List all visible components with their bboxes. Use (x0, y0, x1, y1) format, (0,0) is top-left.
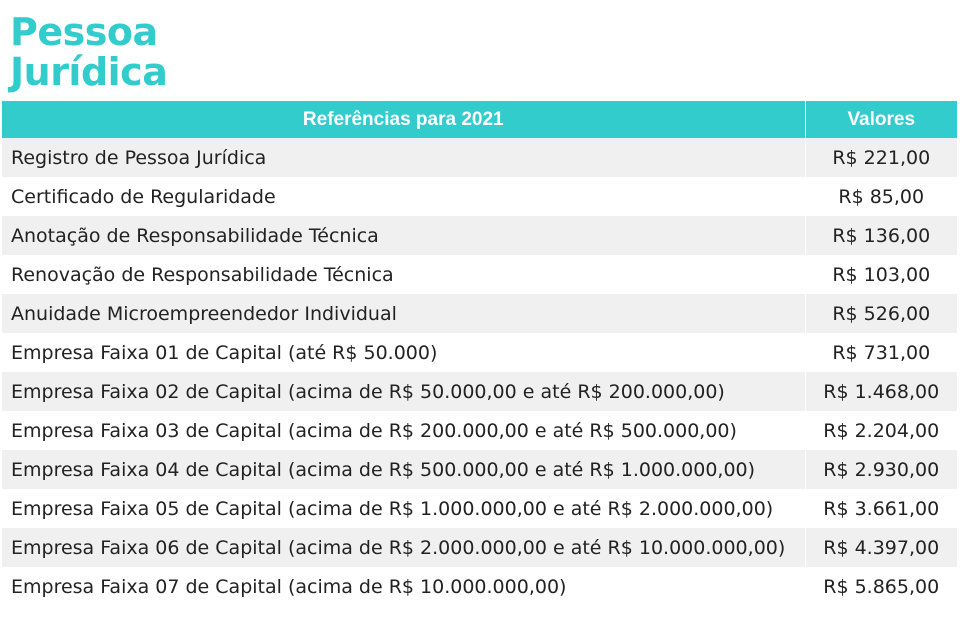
table-row (2, 528, 957, 567)
table-row (2, 450, 957, 489)
row-description: Anuidade Microempreendedor Individual (2, 294, 805, 333)
table-row (2, 177, 957, 216)
row-value: R$ 5.865,00 (805, 567, 957, 606)
table-row (2, 411, 957, 450)
row-value: R$ 103,00 (805, 255, 957, 294)
row-description: Empresa Faixa 07 de Capital (acima de R$ 10.000.000,00) (2, 567, 805, 606)
table-row (2, 489, 957, 528)
row-description: Empresa Faixa 05 de Capital (acima de R$ 1.000.000,00 e até R$ 2.000.000,00) (2, 489, 805, 528)
fees-table (2, 101, 957, 606)
row-description: Certificado de Regularidade (2, 177, 805, 216)
table-header-row (2, 101, 957, 138)
row-description: Anotação de Responsabilidade Técnica (2, 216, 805, 255)
row-value: R$ 85,00 (805, 177, 957, 216)
row-value: R$ 1.468,00 (805, 372, 957, 411)
row-description: Empresa Faixa 01 de Capital (até R$ 50.000) (2, 333, 805, 372)
table-row (2, 333, 957, 372)
row-description: Registro de Pessoa Jurídica (2, 138, 805, 177)
table-row (2, 216, 957, 255)
row-value: R$ 136,00 (805, 216, 957, 255)
row-value: R$ 526,00 (805, 294, 957, 333)
table-row (2, 567, 957, 606)
row-description: Empresa Faixa 03 de Capital (acima de R$ 200.000,00 e até R$ 500.000,00) (2, 411, 805, 450)
row-description: Empresa Faixa 04 de Capital (acima de R$ 500.000,00 e até R$ 1.000.000,00) (2, 450, 805, 489)
table-row (2, 255, 957, 294)
row-value: R$ 2.930,00 (805, 450, 957, 489)
page-title-line-1: Pessoa (10, 10, 158, 54)
column-header-values: Valores (805, 101, 957, 138)
page-title (10, 12, 167, 92)
row-value: R$ 731,00 (805, 333, 957, 372)
table-row (2, 138, 957, 177)
row-description: Empresa Faixa 02 de Capital (acima de R$ 50.000,00 e até R$ 200.000,00) (2, 372, 805, 411)
row-value: R$ 2.204,00 (805, 411, 957, 450)
page-title-line-2: Jurídica (10, 50, 168, 94)
row-value: R$ 4.397,00 (805, 528, 957, 567)
table-row (2, 372, 957, 411)
row-description: Empresa Faixa 06 de Capital (acima de R$ 2.000.000,00 e até R$ 10.000.000,00) (2, 528, 805, 567)
row-value: R$ 3.661,00 (805, 489, 957, 528)
row-description: Renovação de Responsabilidade Técnica (2, 255, 805, 294)
table-row (2, 294, 957, 333)
row-value: R$ 221,00 (805, 138, 957, 177)
column-header-references: Referências para 2021 (2, 101, 805, 138)
